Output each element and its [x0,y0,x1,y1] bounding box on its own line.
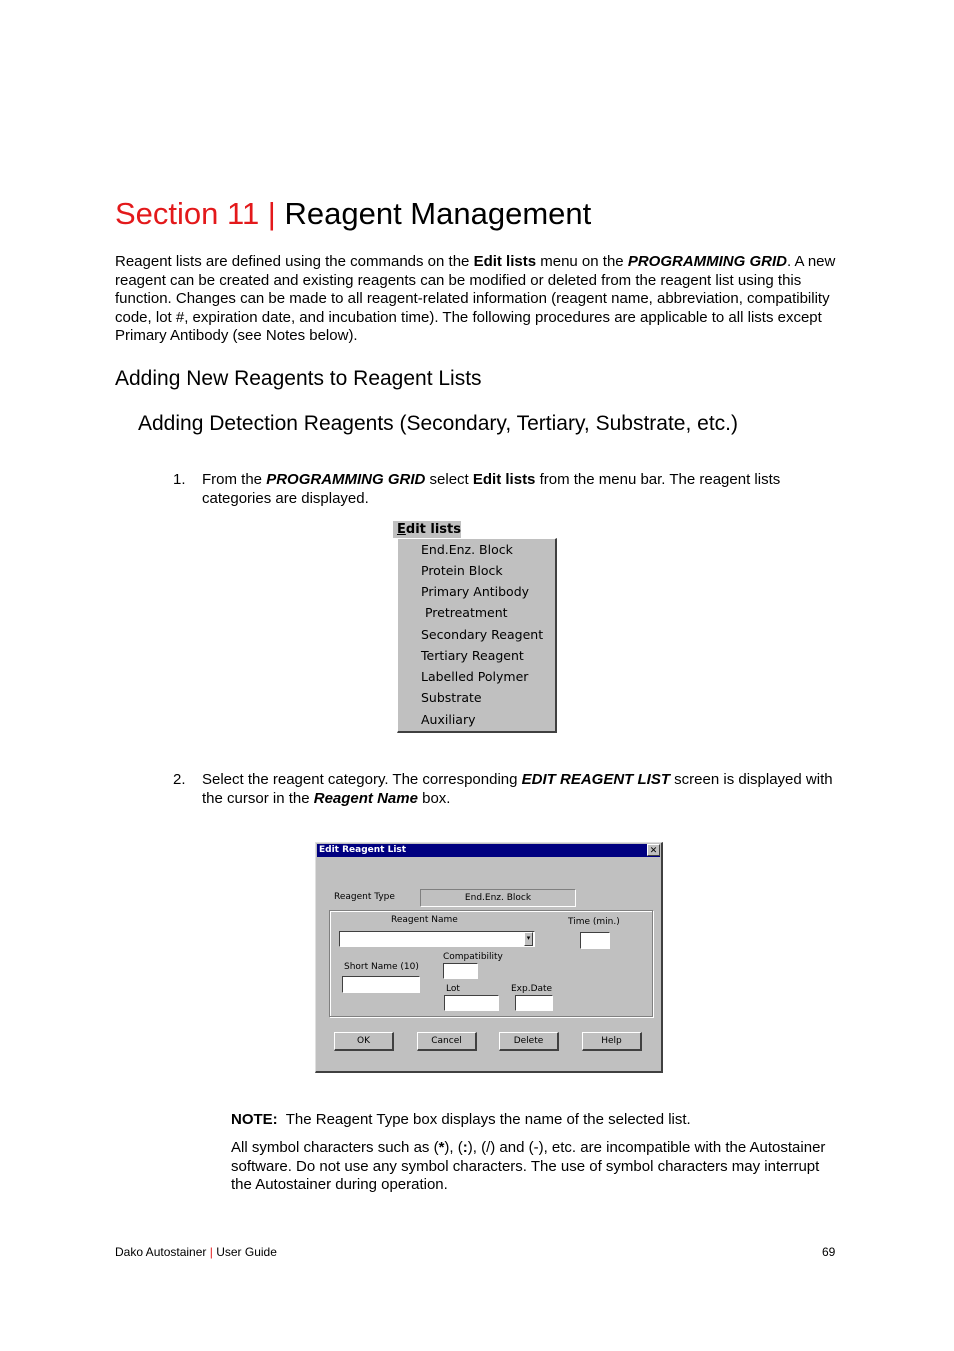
step-number: 2. [173,771,186,788]
subheading: Adding New Reagents to Reagent Lists [115,367,482,390]
exp-date-label: Exp.Date [511,984,553,994]
intro-text-2: menu on the [536,253,628,270]
menu-title-text: dit lists [405,522,461,537]
short-name-input[interactable] [342,976,420,993]
note-symbol-asterisk: * [438,1139,445,1156]
section-heading [115,194,591,234]
close-icon[interactable]: ✕ [647,844,660,856]
menu-title-mnemonic: E [397,522,406,537]
step-edit-lists: Edit lists [472,471,536,488]
short-name-label: Short Name (10) [344,962,419,972]
note-line [231,1111,831,1130]
step-text-b: screen is displayed with the cursor in the [202,771,833,807]
cancel-button[interactable]: Cancel [417,1032,477,1051]
note-symbol-colon: : [462,1139,468,1156]
ok-button[interactable]: OK [334,1032,394,1051]
intro-text-1: Reagent lists are defined using the commands on the [115,253,474,270]
subsubheading: Adding Detection Reagents (Secondary, Tertiary, Substrate, etc.) [138,412,738,435]
intro-paragraph [115,253,845,346]
note-paragraph [231,1139,831,1195]
edit-lists-menu [397,538,557,733]
footer-guide: User Guide [212,1245,277,1259]
footer-product: Dako Autostainer [115,1245,210,1259]
note-text-c: ), (/) and (-), etc. are incompatible with the Autostainer software. Do not use any symbol characters. The use of symbol characters may interrupt the Autostainer during operation. [231,1139,826,1194]
menu-item-secondary-reagent[interactable]: Secondary Reagent [421,627,544,642]
menu-item-pretreatment[interactable]: Pretreatment [421,605,508,620]
time-input[interactable] [580,932,610,949]
section-number: Section 11 | [115,196,276,231]
menu-item-primary-antibody[interactable]: Primary Antibody [421,584,530,599]
page-number: 69 [822,1245,836,1259]
help-button[interactable]: Help [582,1032,642,1051]
reagent-name-label: Reagent Name [391,915,458,925]
dialog-title: Edit Reagent List [317,844,660,857]
note-text-a: All symbol characters such as ( [231,1139,439,1156]
reagent-type-value: End.Enz. Block [420,889,576,907]
intro-bold-edit-lists: Edit lists [473,253,537,270]
exp-date-input[interactable] [515,995,553,1011]
footer-separator: | [209,1245,213,1259]
reagent-name-input[interactable] [339,931,535,947]
time-label: Time (min.) [568,917,620,927]
menu-item-substrate[interactable]: Substrate [421,690,482,705]
step-text-b: select [425,471,473,488]
note-text-b: ), ( [444,1139,463,1156]
step-programming-grid: PROGRAMMING GRID [266,471,426,488]
intro-programming-grid: PROGRAMMING GRID [627,253,787,270]
note-text: The Reagent Type box displays the name of the selected list. [277,1111,691,1128]
step-text [202,771,837,808]
compatibility-label: Compatibility [443,952,503,962]
delete-button[interactable]: Delete [499,1032,559,1051]
step-text-a: Select the reagent category. The corresponding [202,771,522,788]
chevron-down-icon[interactable]: ▾ [524,932,533,946]
edit-reagent-list-dialog [315,842,663,1073]
step-text-a: From the [202,471,267,488]
lot-label: Lot [446,984,460,994]
lot-input[interactable] [444,995,499,1011]
step-edit-reagent-list: EDIT REAGENT LIST [521,771,670,788]
intro-text-3: . A new reagent can be created and existing reagents can be modified or deleted from the reagent list using this function. Changes can be made to all reagent-related information (reagent name, abbreviation, compatibility code, lot #, expiration date, and incubation time). The following procedures are applicable to all lists except Primary Antibody (see Notes below). [115,253,836,345]
note-label: NOTE: [231,1111,278,1128]
menu-item-auxiliary[interactable]: Auxiliary [421,712,476,727]
step-text-c: box. [417,789,451,807]
step-number: 1. [173,471,186,488]
section-title: Reagent Management [275,196,592,231]
menu-item-end-enz-block[interactable]: End.Enz. Block [421,542,513,557]
step-2 [173,771,853,811]
step-text [202,471,837,508]
compatibility-input[interactable] [443,963,478,979]
step-text-c: from the menu bar. The reagent lists categories are displayed. [202,471,781,507]
menu-item-labelled-polymer[interactable]: Labelled Polymer [421,669,529,684]
menu-item-protein-block[interactable]: Protein Block [421,563,503,578]
step-1 [173,471,853,511]
menu-item-tertiary-reagent[interactable]: Tertiary Reagent [421,648,524,663]
step-reagent-name: Reagent Name [313,789,418,807]
footer [115,1244,277,1260]
reagent-type-label: Reagent Type [334,892,395,902]
edit-lists-menu-title[interactable] [393,521,461,538]
